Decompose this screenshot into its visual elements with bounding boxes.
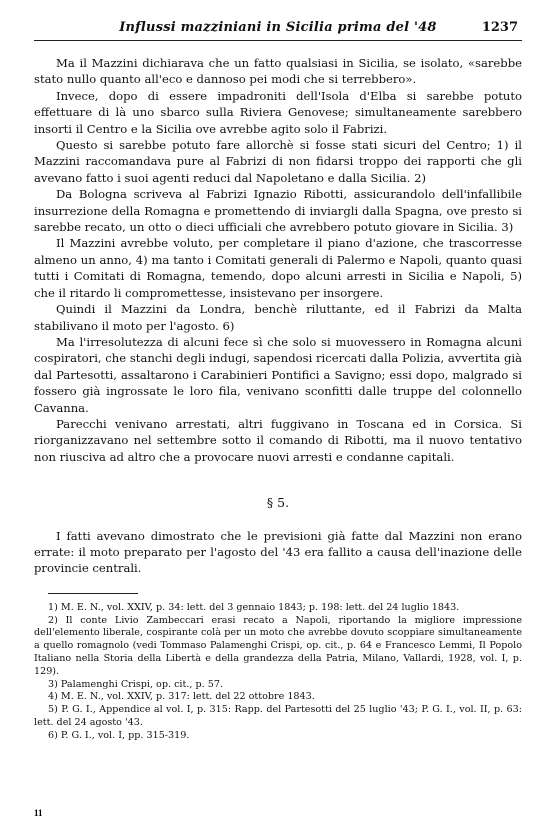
running-title: Influssi mazziniani in Sicilia prima del '48 [119,20,437,35]
footnote: 4) M. E. N., vol. XXIV, p. 317: lett. del 22 ottobre 1843. [48,691,315,703]
footnote: 2) Il conte Livio Zambeccari erasi recato a Napoli, riportando la migliore impressione dell'elemento liberale, cospirante colà per un moto che avrebbe dovuto scoppiare simultaneamente a quello romagnolo (vedi Tommaso Palamenghi Crispi, op. cit., p. 64 e Francesco Lemmi, Il Popolo Italiano nella Storia della Libertà e della grandezza della Patria, Milano, Vallardi, 1928, vol. I, p. 129). [34,614,522,677]
footnote: 6) P. G. I., vol. I, pp. 315-319. [48,729,190,741]
paragraph: Parecchi venivano arrestati, altri fuggivano in Toscana ed in Corsica. Si riorganizzavano nel settembre sotto il comando di Ribotti, ma il nuovo tentativo non riusciva ad altro che a provocare nuovi arresti e condanne capitali. [34,416,522,464]
section-heading: § 5. [266,495,290,511]
paragraph: Questo si sarebbe potuto fare allorchè si fosse stati sicuri del Centro; 1) il Mazzini raccomandava pure al Fabrizi di non fidarsi troppo dei rapporti che gli avevano fatto i suoi agenti reduci dal Napoletano e dalla Sicilia. 2) [34,138,522,185]
footnote-rule [48,593,138,594]
paragraph: I fatti avevano dimostrato che le previsioni già fatte dal Mazzini non erano errate: il moto preparato per l'agosto del '43 era fallito a causa dell'inazione delle provincie centrali. [34,528,522,576]
printer-signature: 11 [34,808,43,818]
paragraph: Quindi il Mazzini da Londra, benchè riluttante, ed il Fabrizi da Malta stabilivano il moto per l'agosto. 6) [34,302,522,333]
footnote: 5) P. G. I., Appendice al vol. I, p. 315: Rapp. del Partesotti del 25 luglio '43; P. G. I., vol. II, p. 63: lett. del 24 agosto '43. [34,704,522,728]
paragraph: Il Mazzini avrebbe voluto, per completare il piano d'azione, che trascorresse almeno un anno, 4) ma tanto i Comitati generali di Palermo e Napoli, quanto quasi tutti i Comitati di Romagna, temendo, dopo alcuni arresti in Sicilia e Napoli, 5) che il ritardo li compromettesse, insistevano per insorgere. [34,236,522,300]
footnotes [34,602,522,743]
footnote: 1) M. E. N., vol. XXIV, p. 34: lett. del 3 gennaio 1843; p. 198: lett. del 24 luglio 1843. [48,601,460,613]
paragraph: Invece, dopo di essere impadroniti dell'Isola d'Elba si sarebbe potuto effettuare di là uno sbarco sulla Riviera Genovese; simultaneamente sarebbero insorti il Centro e la Sicilia ove avrebbe agito solo il Fabrizi. [34,88,522,136]
paragraph: Ma l'irresolutezza di alcuni fece sì che solo si muovessero in Romagna alcuni cospiratori, che stanchi degli indugi, sapendosi ricercati dalla Polizia, avvertita già dal Partesotti, assaltarono i Carabinieri Pontifici a Savigno; essi dopo, malgrado si fossero già ingrossate le loro fila, venivano sconfitti dalle truppe del colonnello Cavanna. [34,334,522,415]
paragraph: Ma il Mazzini dichiarava che un fatto qualsiasi in Sicilia, se isolato, «sarebbe stato nullo quanto all'eco e dannoso pei modi che si terrebbero». [34,56,522,87]
running-header [34,20,522,41]
footnote: 3) Palamenghi Crispi, op. cit., p. 57. [48,678,224,690]
page-number: 1237 [481,20,518,35]
paragraph: Da Bologna scriveva al Fabrizi Ignazio Ribotti, assicurandolo dell'infallibile insurrezione della Romagna e promettendo di inviargli dalla Spagna, ove presto si sarebbe recato, un otto o dieci ufficiali che avrebbero potuto giovare in Sicilia. 3) [34,187,522,235]
main-text [34,55,522,577]
